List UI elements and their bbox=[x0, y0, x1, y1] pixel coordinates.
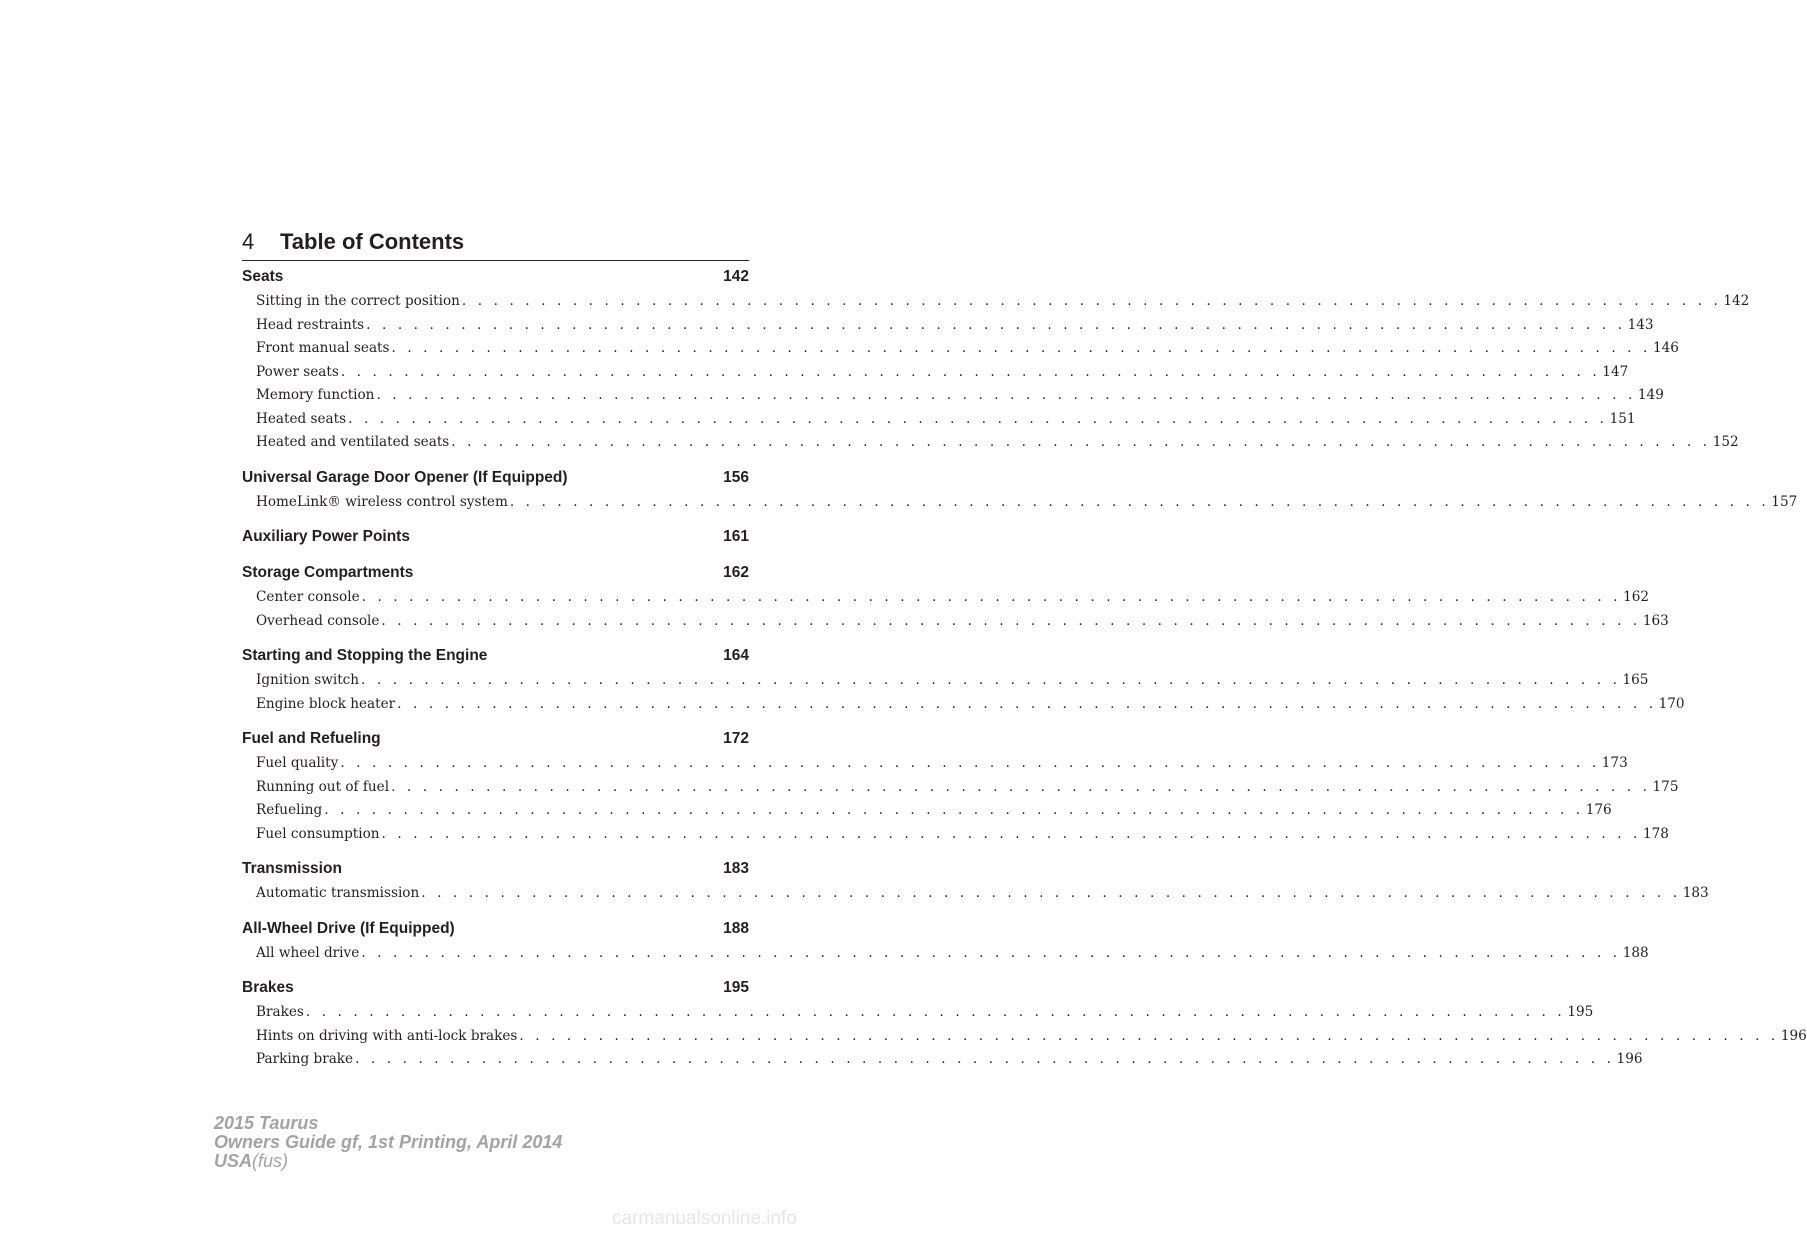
entry-page: 163 bbox=[1642, 612, 1669, 629]
entry-page: 176 bbox=[1585, 802, 1612, 818]
toc-entry[interactable] bbox=[256, 586, 1650, 610]
toc-entry[interactable] bbox=[256, 314, 1654, 338]
entry-page: 157 bbox=[1771, 493, 1798, 510]
section-page: 195 bbox=[723, 979, 749, 996]
document-footer bbox=[214, 1114, 562, 1171]
dot-leader: . . . . . . . . . . . . . . . . . . . . . . . . . . . . . . . . . . . . . . . . . . . . . . . . . . . . . . . . . . . . . . . . . . . . . . . . . . . . . . . . bbox=[391, 778, 1651, 795]
entry-page: 195 bbox=[1567, 1004, 1594, 1020]
toc-section bbox=[242, 465, 1798, 515]
page-number: 4 bbox=[242, 229, 255, 254]
entry-page: 183 bbox=[1682, 885, 1709, 901]
entry-page: 149 bbox=[1637, 387, 1664, 403]
section-title: Universal Garage Door Opener (If Equipped) bbox=[242, 468, 568, 486]
entry-page: 142 bbox=[1723, 293, 1750, 309]
toc-section-heading[interactable] bbox=[242, 726, 749, 752]
entry-page: 170 bbox=[1658, 695, 1685, 712]
toc-entry[interactable] bbox=[256, 610, 1669, 634]
dot-leader: . . . . . . . . . . . . . . . . . . . . . . . . . . . . . . . . . . . . . . . . . . . . . . . . . . . . . . . . . . . . . . . . . . . . . . . . . . . . . . . . bbox=[451, 434, 1711, 450]
entry-label: Refueling bbox=[256, 802, 323, 818]
footer-printing: Owners Guide gf, 1st Printing, April 2014 bbox=[214, 1132, 563, 1152]
toc-section bbox=[242, 975, 1807, 1072]
toc-entry[interactable] bbox=[256, 799, 1612, 823]
entry-label: Parking brake bbox=[256, 1051, 354, 1067]
page-header bbox=[242, 228, 749, 261]
entry-label: Memory function bbox=[256, 387, 375, 403]
entry-label: Fuel quality bbox=[256, 755, 339, 771]
dot-leader: . . . . . . . . . . . . . . . . . . . . . . . . . . . . . . . . . . . . . . . . . . . . . . . . . . . . . . . . . . . . . . . . . . . . . . . . . . . . . . . . bbox=[305, 1004, 1566, 1020]
toc-section bbox=[242, 524, 749, 550]
toc-entry[interactable] bbox=[256, 431, 1739, 455]
entry-page: 147 bbox=[1602, 363, 1629, 380]
dot-leader: . . . . . . . . . . . . . . . . . . . . . . . . . . . . . . . . . . . . . . . . . . . . . . . . . . . . . . . . . . . . . . . . . . . . . . . . . . . . . . . . bbox=[361, 589, 1622, 605]
entry-page: 196 bbox=[1780, 1027, 1807, 1044]
dot-leader: . . . . . . . . . . . . . . . . . . . . . . . . . . . . . . . . . . . . . . . . . . . . . . . . . . . . . . . . . . . . . . . . . . . . . . . . . . . . . . . . bbox=[324, 802, 1584, 818]
section-page: 164 bbox=[723, 647, 749, 664]
toc-entry[interactable] bbox=[256, 882, 1709, 906]
dot-leader: . . . . . . . . . . . . . . . . . . . . . . . . . . . . . . . . . . . . . . . . . . . . . . . . . . . . . . . . . . . . . . . . . . . . . . . . . . . . . . . . bbox=[361, 944, 1621, 961]
dot-leader: . . . . . . . . . . . . . . . . . . . . . . . . . . . . . . . . . . . . . . . . . . . . . . . . . . . . . . . . . . . . . . . . . . . . . . . . . . . . . . . . bbox=[381, 612, 1641, 629]
section-title: Seats bbox=[242, 268, 284, 285]
toc-entry[interactable] bbox=[256, 752, 1628, 776]
section-title: Brakes bbox=[242, 979, 294, 996]
entry-label: Fuel consumption bbox=[256, 825, 380, 842]
toc-section-heading[interactable] bbox=[242, 264, 749, 290]
section-page: 162 bbox=[723, 564, 749, 581]
entry-label: Heated seats bbox=[256, 410, 347, 427]
entry-label: Running out of fuel bbox=[256, 778, 390, 795]
footer-model: 2015 Taurus bbox=[214, 1113, 319, 1133]
section-title: Starting and Stopping the Engine bbox=[242, 647, 488, 664]
section-page: 172 bbox=[723, 730, 749, 747]
dot-leader: . . . . . . . . . . . . . . . . . . . . . . . . . . . . . . . . . . . . . . . . . . . . . . . . . . . . . . . . . . . . . . . . . . . . . . . . . . . . . . . . bbox=[509, 493, 1770, 510]
dot-leader: . . . . . . . . . . . . . . . . . . . . . . . . . . . . . . . . . . . . . . . . . . . . . . . . . . . . . . . . . . . . . . . . . . . . . . . . . . . . . . . . bbox=[340, 755, 1600, 771]
toc-entry[interactable] bbox=[256, 776, 1679, 800]
toc-section-heading[interactable] bbox=[242, 560, 749, 586]
entry-page: 178 bbox=[1642, 825, 1669, 842]
toc-section-heading[interactable] bbox=[242, 916, 749, 942]
toc-entry[interactable] bbox=[256, 823, 1669, 847]
dot-leader: . . . . . . . . . . . . . . . . . . . . . . . . . . . . . . . . . . . . . . . . . . . . . . . . . . . . . . . . . . . . . . . . . . . . . . . . . . . . . . . . bbox=[391, 340, 1651, 356]
toc-entry[interactable] bbox=[256, 693, 1685, 717]
entry-page: 175 bbox=[1652, 778, 1679, 795]
toc-entry[interactable] bbox=[256, 1048, 1643, 1072]
section-title: All-Wheel Drive (If Equipped) bbox=[242, 919, 455, 937]
toc-entry[interactable] bbox=[256, 337, 1679, 361]
entry-label: Sitting in the correct position bbox=[256, 293, 460, 309]
entry-label: Engine block heater bbox=[256, 695, 396, 712]
toc-entry[interactable] bbox=[256, 1025, 1807, 1049]
toc-section-heading[interactable] bbox=[242, 856, 749, 882]
entry-label: Front manual seats bbox=[256, 340, 390, 356]
dot-leader: . . . . . . . . . . . . . . . . . . . . . . . . . . . . . . . . . . . . . . . . . . . . . . . . . . . . . . . . . . . . . . . . . . . . . . . . . . . . . . . . bbox=[366, 316, 1626, 333]
footer-region-main: USA bbox=[214, 1151, 253, 1171]
dot-leader: . . . . . . . . . . . . . . . . . . . . . . . . . . . . . . . . . . . . . . . . . . . . . . . . . . . . . . . . . . . . . . . . . . . . . . . . . . . . . . . . bbox=[361, 672, 1621, 688]
toc-section-heading[interactable] bbox=[242, 524, 749, 550]
section-page: 183 bbox=[723, 860, 749, 877]
toc-section-heading[interactable] bbox=[242, 465, 749, 491]
entry-page: 143 bbox=[1627, 316, 1654, 333]
section-title: Fuel and Refueling bbox=[242, 730, 381, 747]
toc-entry[interactable] bbox=[256, 384, 1664, 408]
toc-section-heading[interactable] bbox=[242, 975, 749, 1001]
toc-section-heading[interactable] bbox=[242, 643, 749, 669]
entry-label: Automatic transmission bbox=[256, 885, 420, 901]
dot-leader: . . . . . . . . . . . . . . . . . . . . . . . . . . . . . . . . . . . . . . . . . . . . . . . . . . . . . . . . . . . . . . . . . . . . . . . . . . . . . . . . bbox=[340, 363, 1601, 380]
entry-label: Overhead console bbox=[256, 612, 380, 629]
dot-leader: . . . . . . . . . . . . . . . . . . . . . . . . . . . . . . . . . . . . . . . . . . . . . . . . . . . . . . . . . . . . . . . . . . . . . . . . . . . . . . . . bbox=[421, 885, 1681, 901]
toc-entry[interactable] bbox=[256, 669, 1649, 693]
toc-entry[interactable] bbox=[256, 408, 1636, 432]
entry-label: All wheel drive bbox=[256, 944, 360, 961]
section-title: Transmission bbox=[242, 860, 342, 877]
entry-label: Head restraints bbox=[256, 316, 365, 333]
dot-leader: . . . . . . . . . . . . . . . . . . . . . . . . . . . . . . . . . . . . . . . . . . . . . . . . . . . . . . . . . . . . . . . . . . . . . . . . . . . . . . . . bbox=[355, 1051, 1615, 1067]
entry-page: 196 bbox=[1616, 1051, 1643, 1067]
footer-region bbox=[214, 1152, 562, 1171]
section-page: 156 bbox=[723, 468, 749, 486]
entry-label: Hints on driving with anti-lock brakes bbox=[256, 1027, 518, 1044]
toc-section bbox=[242, 856, 1709, 906]
entry-page: 173 bbox=[1601, 755, 1628, 771]
toc-entry[interactable] bbox=[256, 1001, 1594, 1025]
entry-label: Brakes bbox=[256, 1004, 304, 1020]
entry-page: 188 bbox=[1622, 944, 1649, 961]
entry-label: Center console bbox=[256, 589, 360, 605]
toc-entry[interactable] bbox=[256, 290, 1750, 314]
entry-page: 152 bbox=[1712, 434, 1739, 450]
toc-entry[interactable] bbox=[256, 361, 1629, 385]
toc-section bbox=[242, 726, 1679, 846]
toc-entry[interactable] bbox=[256, 942, 1649, 966]
section-title: Auxiliary Power Points bbox=[242, 528, 410, 545]
table-of-contents bbox=[242, 264, 1807, 1082]
entry-label: Power seats bbox=[256, 363, 339, 380]
toc-section bbox=[242, 916, 1649, 966]
toc-section bbox=[242, 643, 1685, 716]
entry-label: Heated and ventilated seats bbox=[256, 434, 450, 450]
watermark: carmanualsonline.info bbox=[612, 1208, 797, 1229]
section-title: Storage Compartments bbox=[242, 564, 414, 581]
entry-page: 162 bbox=[1623, 589, 1650, 605]
dot-leader: . . . . . . . . . . . . . . . . . . . . . . . . . . . . . . . . . . . . . . . . . . . . . . . . . . . . . . . . . . . . . . . . . . . . . . . . . . . . . . . . bbox=[376, 387, 1636, 403]
entry-page: 146 bbox=[1652, 340, 1679, 356]
section-page: 142 bbox=[723, 268, 749, 285]
footer-region-code: (fus) bbox=[252, 1151, 289, 1171]
dot-leader: . . . . . . . . . . . . . . . . . . . . . . . . . . . . . . . . . . . . . . . . . . . . . . . . . . . . . . . . . . . . . . . . . . . . . . . . . . . . . . . . bbox=[519, 1027, 1779, 1044]
toc-entry[interactable] bbox=[256, 491, 1798, 515]
dot-leader: . . . . . . . . . . . . . . . . . . . . . . . . . . . . . . . . . . . . . . . . . . . . . . . . . . . . . . . . . . . . . . . . . . . . . . . . . . . . . . . . bbox=[348, 410, 1608, 427]
toc-section bbox=[242, 560, 1669, 633]
entry-page: 165 bbox=[1622, 672, 1649, 688]
section-page: 188 bbox=[723, 919, 749, 937]
section-page: 161 bbox=[723, 528, 749, 545]
entry-label: HomeLink® wireless control system bbox=[256, 493, 508, 510]
dot-leader: . . . . . . . . . . . . . . . . . . . . . . . . . . . . . . . . . . . . . . . . . . . . . . . . . . . . . . . . . . . . . . . . . . . . . . . . . . . . . . . . bbox=[461, 293, 1722, 309]
toc-section bbox=[242, 264, 1750, 455]
entry-label: Ignition switch bbox=[256, 672, 360, 688]
entry-page: 151 bbox=[1609, 410, 1636, 427]
page-title: Table of Contents bbox=[280, 229, 465, 254]
dot-leader: . . . . . . . . . . . . . . . . . . . . . . . . . . . . . . . . . . . . . . . . . . . . . . . . . . . . . . . . . . . . . . . . . . . . . . . . . . . . . . . . bbox=[381, 825, 1641, 842]
dot-leader: . . . . . . . . . . . . . . . . . . . . . . . . . . . . . . . . . . . . . . . . . . . . . . . . . . . . . . . . . . . . . . . . . . . . . . . . . . . . . . . . bbox=[397, 695, 1657, 712]
